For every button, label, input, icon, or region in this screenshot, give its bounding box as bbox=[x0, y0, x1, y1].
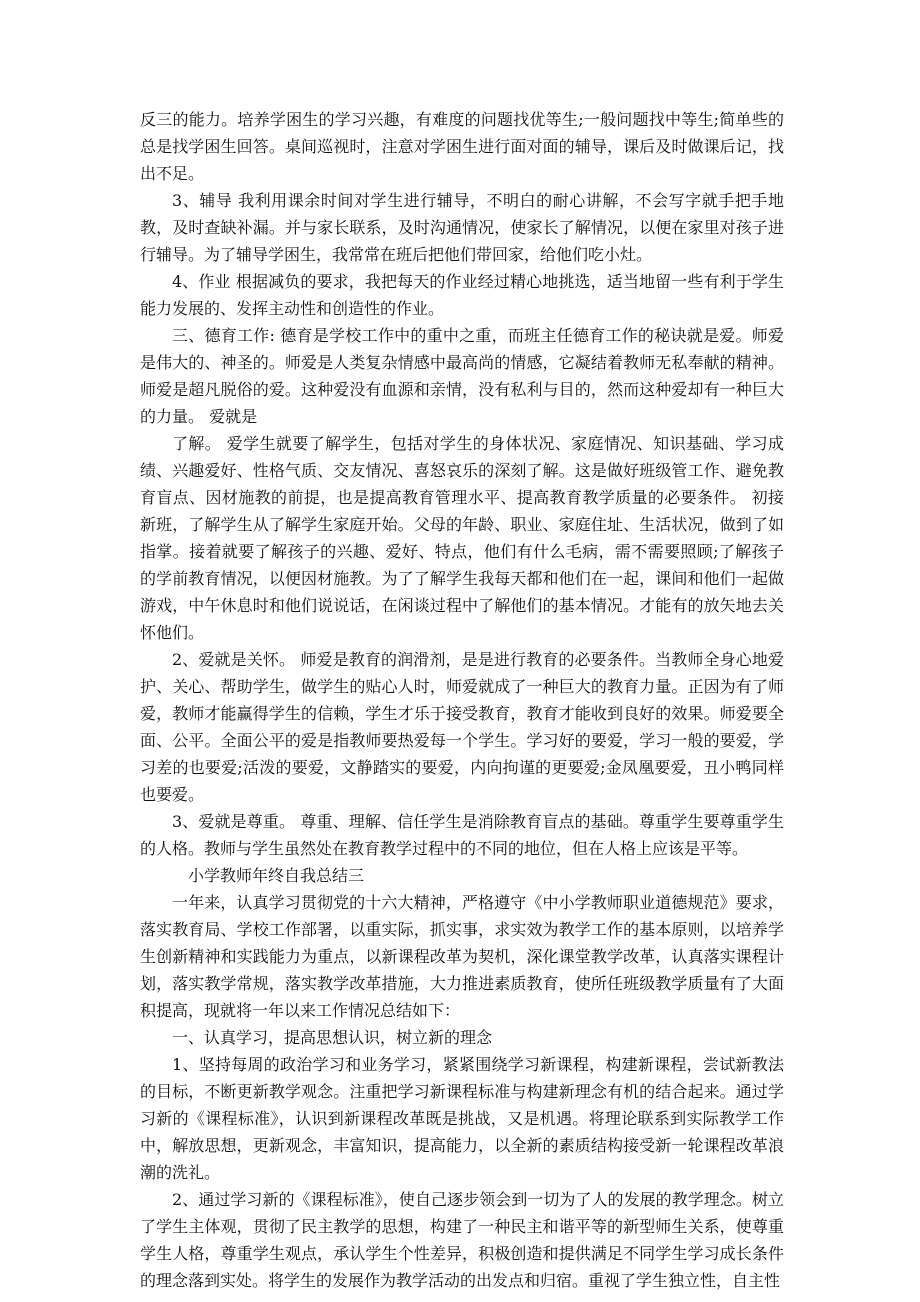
document-body bbox=[140, 106, 784, 1294]
paragraph: 一年来，认真学习贯彻党的十六大精神，严格遵守《中小学教师职业道德规范》要求，落实教育局、学校工作部署，以重实际，抓实事，求实效为教学工作的基本原则，以培养学生创新精神和实践能力为重点，以新课程改革为契机，深化课堂教学改革，认真落实课程计划，落实教学常规，落实教学改革措施，大力推进素质教育，使所任班级教学质量有了大面积提高，现就将一年以来工作情况总结如下： bbox=[140, 893, 784, 1020]
paragraph: 了解。 爱学生就要了解学生，包括对学生的身体状况、家庭情况、知识基础、学习成绩、兴趣爱好、性格气质、交友情况、喜怒哀乐的深刻了解。这是做好班级管工作、避免教育盲点、因材施教的前提，也是提高教育管理水平、提高教育教学质量的必要条件。 初接新班，了解学生从了解学生家庭开始。父母的年龄、职业、家庭住址、生活状况，做到了如指掌。接着就要了解孩子的兴趣、爱好、特点，他们有什么毛病，需不需要照顾;了解孩子的学前教育情况，以便因材施教。为了了解学生我每天都和他们在一起，课间和他们一起做游戏，中午休息时和他们说说话，在闲谈过程中了解他们的基本情况。才能有的放矢地去关怀他们。 bbox=[140, 434, 784, 642]
paragraph: 3、辅导 我利用课余时间对学生进行辅导，不明白的耐心讲解，不会写字就手把手地教，及时查缺补漏。并与家长联系，及时沟通情况，使家长了解情况，以便在家里对孩子进行辅导。为了辅导学困生，我常常在班后把他们带回家，给他们吃小灶。 bbox=[140, 191, 784, 264]
paragraph: 反三的能力。培养学困生的学习兴趣，有难度的问题找优等生;一般问题找中等生;简单些的总是找学困生回答。桌间巡视时，注意对学困生进行面对面的辅导，课后及时做课后记，找出不足。 bbox=[140, 110, 784, 183]
paragraph: 2、爱就是关怀。 师爱是教育的润滑剂，是是进行教育的必要条件。当教师全身心地爱护、关心、帮助学生，做学生的贴心人时，师爱就成了一种巨大的教育力量。正因为有了师爱，教师才能赢得学生的信赖，学生才乐于接受教育，教育才能收到良好的效果。师爱要全面、公平。全面公平的爱是指教师要热爱每一个学生。学习好的要爱，学习一般的要爱，学习差的也要爱;活泼的要爱，文静踏实的要爱，内向拘谨的更要爱;金凤凰要爱，丑小鸭同样也要爱。 bbox=[140, 650, 784, 804]
section-title: 小学教师年终自我总结三 bbox=[188, 866, 365, 885]
paragraph: 1、坚持每周的政治学习和业务学习，紧紧围绕学习新课程，构建新课程，尝试新教法的目标，不断更新教学观念。注重把学习新课程标准与构建新理念有机的结合起来。通过学习新的《课程标准》，认识到新课程改革既是挑战，又是机遇。将理论联系到实际教学工作中，解放思想，更新观念，丰富知识，提高能力，以全新的素质结构接受新一轮课程改革浪潮的洗礼。 bbox=[140, 1055, 784, 1182]
section-heading: 一、认真学习，提高思想认识，树立新的理念 bbox=[172, 1028, 493, 1047]
paragraph: 2、通过学习新的《课程标准》，使自己逐步领会到一切为了人的发展的教学理念。树立了学生主体观，贯彻了民主教学的思想，构建了一种民主和谐平等的新型师生关系，使尊重学生人格，尊重学生观点，承认学生个性差异，积极创造和提供满足不同学生学习成长条件的理念落到实处。将学生的发展作为教学活动的出发点和归宿。重视了学生独立性，自主性 bbox=[140, 1190, 784, 1290]
paragraph: 4、作业 根据减负的要求，我把每天的作业经过精心地挑选，适当地留一些有利于学生能力发展的、发挥主动性和创造性的作业。 bbox=[140, 272, 784, 318]
paragraph: 三、德育工作: 德育是学校工作中的重中之重，而班主任德育工作的秘诀就是爱。师爱是伟大的、神圣的。师爱是人类复杂情感中最高尚的情感，它凝结着教师无私奉献的精神。师爱是超凡脱俗的爱。这种爱没有血源和亲情，没有私利与目的，然而这种爱却有一种巨大的力量。 爱就是 bbox=[140, 326, 784, 426]
paragraph: 3、爱就是尊重。 尊重、理解、信任学生是消除教育盲点的基础。尊重学生要尊重学生的人格。教师与学生虽然处在教育教学过程中的不同的地位，但在人格上应该是平等。 bbox=[140, 812, 784, 858]
